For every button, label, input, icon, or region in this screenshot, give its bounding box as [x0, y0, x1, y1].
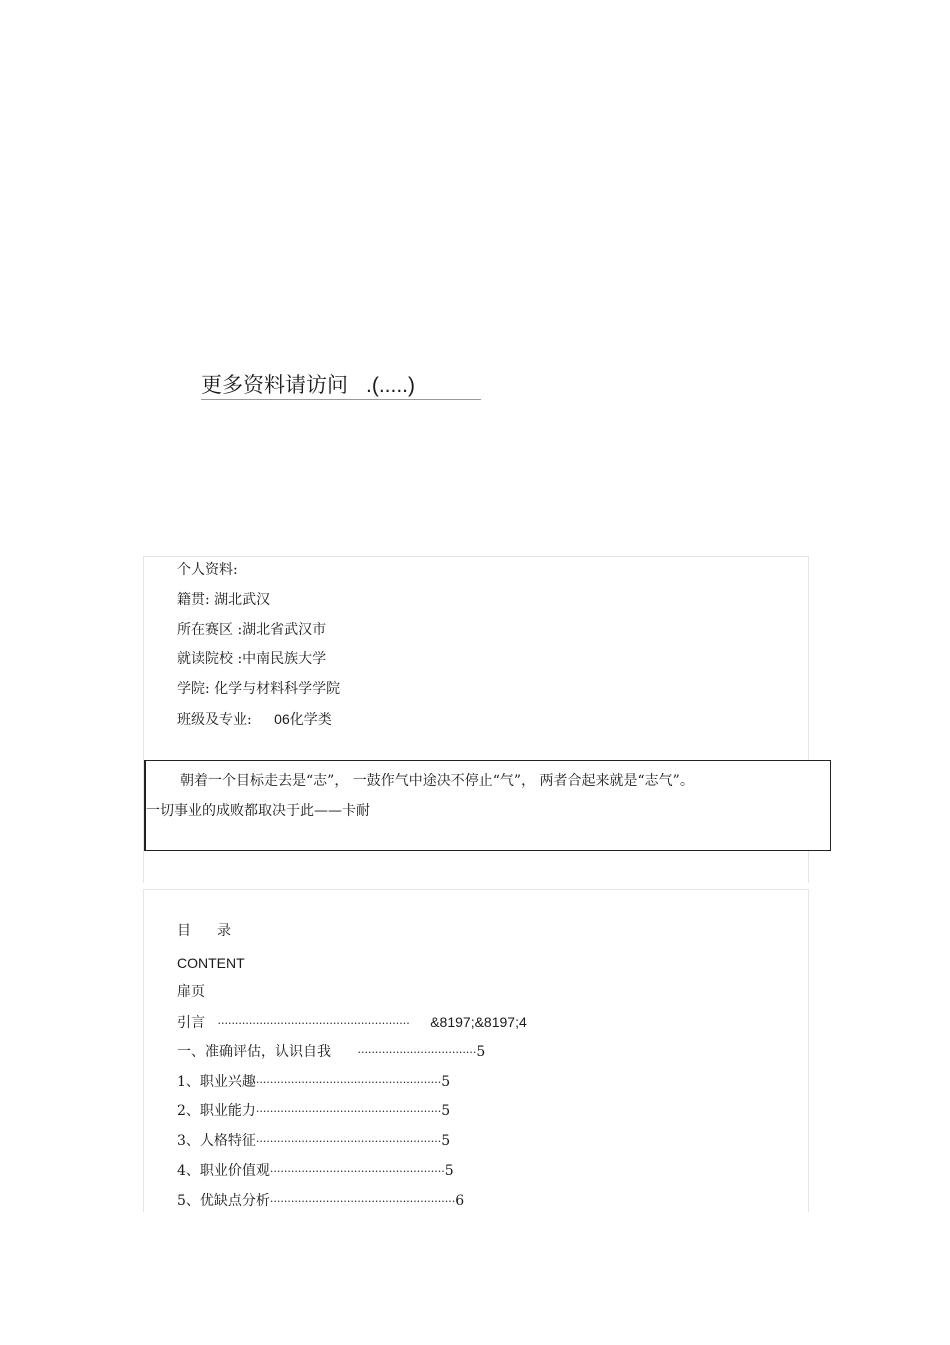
toc-item-page: 5: [441, 1074, 451, 1090]
toc-item-page: 5: [476, 1044, 486, 1060]
toc-item-label: 1、职业兴趣: [177, 1074, 256, 1090]
profile-class-label: 班级及专业:: [177, 712, 252, 728]
toc-item[interactable]: [177, 1132, 450, 1151]
toc-item-page: 5: [441, 1133, 451, 1149]
toc-subtitle: CONTENT: [177, 955, 245, 971]
toc-item-label: 2、职业能力: [177, 1103, 256, 1119]
toc-item[interactable]: [177, 1073, 450, 1092]
quote-box: [144, 760, 831, 851]
toc-title: [177, 922, 231, 940]
profile-region: 所在赛区 :湖北省武汉市: [177, 622, 327, 638]
toc-item-dots: ·····················································: [255, 1076, 442, 1089]
toc-item-dots: ·····················································: [255, 1135, 442, 1148]
header-link-suffix: .(.....): [366, 374, 415, 397]
toc-item-label: 一、准确评估，认识自我: [177, 1044, 331, 1060]
quote-line-2: 一切事业的成败都取决于此——卡耐: [146, 803, 370, 819]
toc-item-dots: ·····················································: [269, 1195, 456, 1208]
toc-item-label: 3、人格特征: [177, 1133, 256, 1149]
toc-item-label: 引言: [177, 1015, 205, 1031]
profile-class: [177, 710, 332, 729]
profile-school: 就读院校 :中南民族大学: [177, 651, 327, 667]
toc-item-dots: ·····················································: [255, 1105, 442, 1118]
toc-item[interactable]: [177, 1162, 454, 1181]
toc-item-page: 5: [441, 1103, 451, 1119]
toc-item-page: 5: [444, 1163, 454, 1179]
toc-item-label: 扉页: [177, 984, 205, 1000]
toc-item-page: 6: [455, 1193, 465, 1209]
profile-college: 学院: 化学与材料科学学院: [177, 681, 341, 697]
toc-item-label: 5、优缺点分析: [177, 1193, 270, 1209]
profile-hometown: 籍贯: 湖北武汉: [177, 592, 271, 608]
profile-class-value: 06化学类: [274, 711, 332, 727]
toc-item-label: 4、职业价值观: [177, 1163, 270, 1179]
toc-title-a: 目: [177, 923, 191, 939]
toc-item[interactable]: [177, 1192, 464, 1211]
toc-item[interactable]: [177, 983, 205, 1001]
toc-item[interactable]: [177, 1043, 485, 1062]
toc-item[interactable]: [177, 1013, 527, 1033]
toc-item-dots: ··································: [357, 1046, 477, 1059]
profile-heading: 个人资料:: [177, 562, 238, 578]
toc-title-b: 录: [217, 923, 231, 939]
header-link-text: 更多资料请访问: [201, 373, 348, 397]
toc-item[interactable]: [177, 1102, 450, 1121]
toc-item-dots: ·······················································: [217, 1017, 410, 1030]
quote-line-1: 朝着一个目标走去是“志”， 一鼓作气中途决不停止“气”， 两者合起来就是“志气”。: [180, 773, 694, 789]
toc-item-page: &8197;&8197;4: [430, 1014, 527, 1030]
header-link[interactable]: [201, 372, 481, 400]
toc-item-dots: ··················································: [269, 1165, 445, 1178]
